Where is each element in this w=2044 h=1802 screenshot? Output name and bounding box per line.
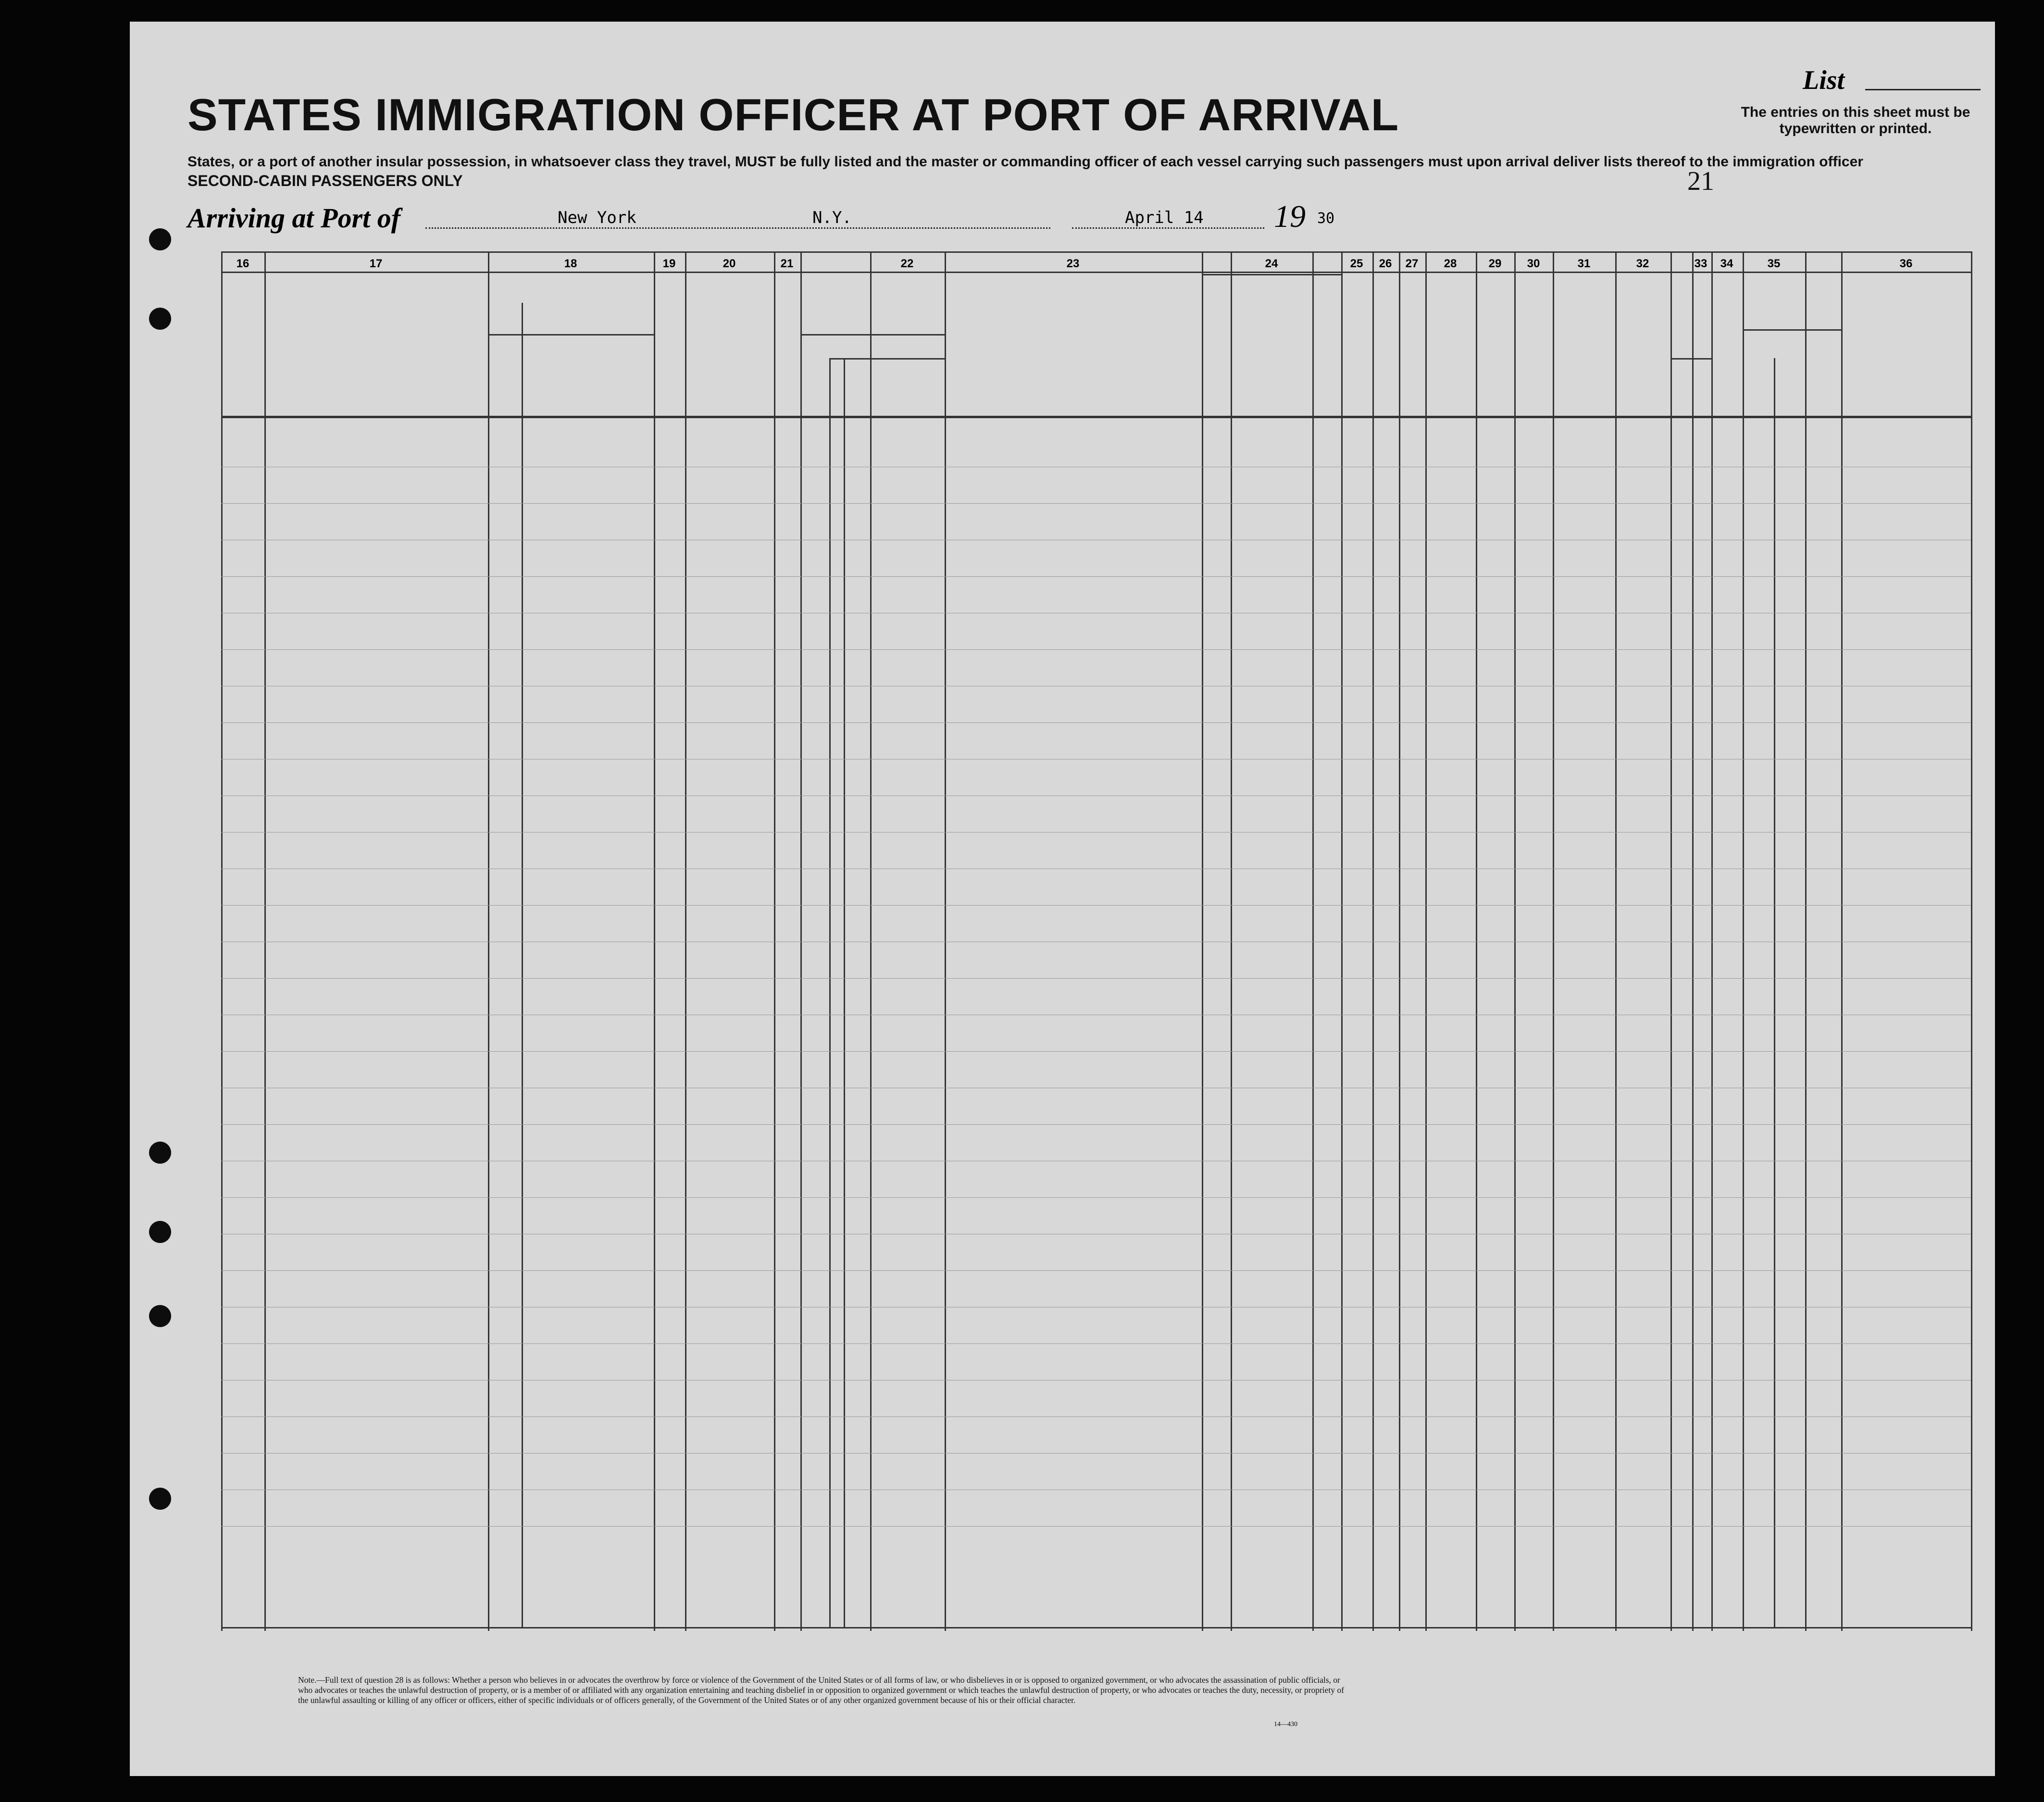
row-line [221,978,1971,979]
header-purpose-b [1262,281,1273,411]
column-line [800,251,802,1631]
column-number: 35 [1767,257,1781,270]
rule-line [221,272,1971,273]
binder-hole [149,1305,171,1327]
column-line [1399,251,1400,1631]
subheader-line [1670,358,1711,360]
sheet-number: 21 [1687,166,1714,196]
column-number: 27 [1405,257,1419,270]
row-line [221,649,1971,650]
row-line [221,1453,1971,1454]
row-line [221,503,1971,504]
row-line [221,795,1971,796]
state-value: N.Y. [812,208,852,227]
column-line [870,251,872,1631]
rule-line [221,416,1971,418]
list-label: List [1803,65,1845,95]
date-value: April 14 [1125,208,1204,227]
column-line [1670,251,1672,1631]
date-line [1072,227,1264,229]
column-line [654,251,655,1631]
column-line [1615,251,1617,1631]
row-line [221,1270,1971,1271]
subheader-line [1202,274,1341,275]
column-line [488,251,489,1631]
column-line [829,358,831,1627]
header-purpose-c [1317,281,1329,411]
header-money [777,276,789,411]
row-line [221,1526,1971,1527]
column-line [1805,251,1807,1631]
row-line [221,722,1971,723]
rule-line [221,251,1971,253]
column-number: 26 [1379,257,1392,270]
entries-note: The entries on this sheet must be typewritten or printed. [1741,104,1970,137]
binder-hole [149,1221,171,1243]
column-line [1425,251,1427,1631]
binder-hole [149,1488,171,1510]
column-line [1553,251,1554,1631]
header-col29 [1485,281,1497,411]
column-number: 33 [1694,257,1707,270]
column-number: 34 [1720,257,1733,270]
column-number: 31 [1577,257,1591,270]
column-number: 23 [1066,257,1080,270]
form-number: 14—430 [1274,1721,1297,1728]
port-value: New York [558,208,636,227]
column-line [1372,251,1374,1631]
column-line [685,251,686,1631]
header-purpose-a [1206,281,1217,411]
column-number: 20 [723,257,736,270]
binder-hole [149,1142,171,1164]
column-number: 32 [1636,257,1649,270]
column-line [1711,251,1713,1631]
form-subtitle: States, or a port of another insular possession, in whatsoever class they travel, MUST be fully listed and the master or commanding officer of each vessel carrying such passengers must upon arrival deliver lists thereof to the immigration officer [187,154,1863,170]
column-number: 18 [564,257,577,270]
year-prefix: 19 [1274,199,1306,234]
header-inches [1692,368,1704,411]
column-number: 22 [900,257,914,270]
column-number: 19 [662,257,676,270]
column-line [945,251,946,1631]
binder-hole [149,308,171,330]
header-complexion [1717,324,1729,411]
header-feet [1672,368,1683,411]
column-line [774,251,775,1631]
manifest-page [130,22,1995,1776]
column-line [1231,251,1232,1631]
column-line [1312,251,1314,1631]
rule-line [221,1627,1971,1628]
subheader-line [829,358,945,360]
arriving-label: Arriving at Port of [187,202,401,234]
row-line [221,905,1971,906]
column-number: 21 [780,257,794,270]
column-number: 25 [1350,257,1363,270]
form-title: STATES IMMIGRATION OFFICER AT PORT OF ARRIVAL [187,89,1399,140]
column-line [1841,251,1843,1631]
subheader-line [488,334,654,336]
row-line [221,1124,1971,1125]
port-line [425,227,1050,229]
column-line [1341,251,1343,1631]
column-line [1692,251,1694,1631]
row-line [221,1343,1971,1344]
column-line [1971,251,1972,1631]
question-28-note: Note.—Full text of question 28 is as follows: Whether a person who believes in or advocates the overthrow by force or violence of the Government of the United States or of all forms of law, or who disbelieves in or is opposed to organized government, or who advocates the assassination of public officials, or who advocates or teaches the unlawful destruction of property, or is a member of or affiliated with any organization entertaining and teaching disbelief in or opposition to organized government or which teaches the unlawful destruction of property, or who advocates or teaches the duty, necessity, or propriety of the unlawful assaulting or killing of any officer or officers, either of specific individuals or of officers generally, of the Government of the United States or of any other organized government because of his or their official character. [298,1675,1344,1705]
column-number: 29 [1488,257,1502,270]
column-line [264,251,266,1631]
subheader-line [1743,329,1841,331]
header-ticket [659,276,670,411]
column-number: 16 [236,257,249,270]
column-line [522,303,523,1627]
year-suffix: 30 [1317,210,1335,227]
column-number: 30 [1527,257,1540,270]
class-note: SECOND-CABIN PASSENGERS ONLY [187,172,463,189]
column-number: 36 [1899,257,1913,270]
row-line [221,1197,1971,1198]
column-line [844,358,845,1627]
subheader-line [800,334,945,336]
header-col28 [1440,281,1451,411]
column-line [1743,251,1744,1631]
column-line [1514,251,1516,1631]
column-number: 28 [1444,257,1457,270]
list-number-line [1865,89,1981,90]
column-line [1774,358,1775,1627]
column-line [221,251,223,1631]
binder-hole [149,228,171,250]
header-col25 [1346,281,1358,411]
header-polygamist [1375,281,1386,411]
header-col30 [1524,281,1535,411]
column-number: 24 [1265,257,1278,270]
row-line [221,832,1971,833]
column-line [1202,251,1203,1631]
column-number: 17 [369,257,383,270]
header-anarchist [1401,281,1413,411]
row-line [221,576,1971,577]
row-line [221,1051,1971,1052]
column-line [1476,251,1477,1631]
